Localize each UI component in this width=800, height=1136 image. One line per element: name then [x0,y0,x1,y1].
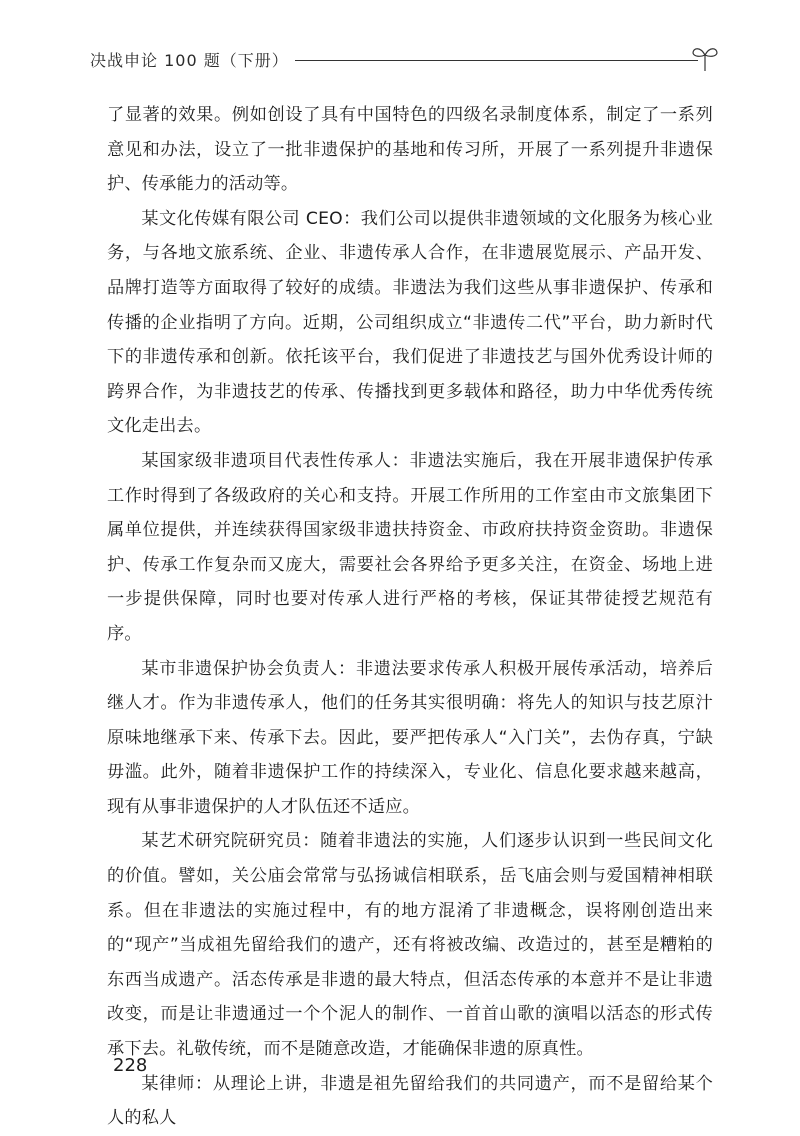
book-title: 决战申论 100 题（下册） [90,51,289,70]
paragraph-media-ceo: 某文化传媒有限公司 CEO：我们公司以提供非遗领域的文化服务为核心业务，与各地文旅系统、企业、非遗传承人合作，在非遗展览展示、产品开发、品牌打造等方面取得了较好的成绩。非遗法为我们这些从事非遗保护、传承和传播的企业指明了方向。近期，公司组织成立“非遗传二代”平台，助力新时代下的非遗传承和创新。依托该平台，我们促进了非遗技艺与国外优秀设计师的跨界合作，为非遗技艺的传承、传播找到更多载体和路径，助力中华优秀传统文化走出去。 [107,208,713,437]
header-rule [295,60,698,61]
paragraph-continued: 了显著的效果。例如创设了具有中国特色的四级名录制度体系，制定了一系列意见和办法，设立了一批非遗保护的基地和传习所，开展了一系列提升非遗保护、传承能力的活动等。 [107,105,713,195]
running-header [90,44,720,72]
body-text [107,98,713,1136]
sprout-icon [690,44,720,72]
page-number: 228 [113,1055,148,1076]
paragraph-inheritor: 某国家级非遗项目代表性传承人：非遗法实施后，我在开展非遗保护传承工作时得到了各级政府的关心和支持。开展工作所用的工作室由市文旅集团下属单位提供，并连续获得国家级非遗扶持资金、市政府扶持资金资助。非遗保护、传承工作复杂而又庞大，需要社会各界给予更多关注，在资金、场地上进一步提供保障，同时也要对传承人进行严格的考核，保证其带徒授艺规范有序。 [107,450,713,644]
paragraph-researcher: 某艺术研究院研究员：随着非遗法的实施，人们逐步认识到一些民间文化的价值。譬如，关公庙会常常与弘扬诚信相联系，岳飞庙会则与爱国精神相联系。但在非遗法的实施过程中，有的地方混淆了非遗概念，误将刚创造出来的“现产”当成祖先留给我们的遗产，还有将被改编、改造过的，甚至是糟粕的东西当成遗产。活态传承是非遗的最大特点，但活态传承的本意并不是让非遗改变，而是让非遗通过一个个泥人的制作、一首首山歌的演唱以活态的形式传承下去。礼敬传统，而不是随意改造，才能确保非遗的原真性。 [107,831,713,1060]
paragraph-lawyer: 某律师：从理论上讲，非遗是祖先留给我们的共同遗产，而不是留给某个人的私人 [107,1073,713,1129]
paragraph-association-head: 某市非遗保护协会负责人：非遗法要求传承人积极开展传承活动，培养后继人才。作为非遗传承人，他们的任务其实很明确：将先人的知识与技艺原汁原味地继承下来、传承下去。因此，要严把传承人“入门关”，去伪存真，宁缺毋滥。此外，随着非遗保护工作的持续深入，专业化、信息化要求越来越高，现有从事非遗保护的人才队伍还不适应。 [107,658,713,817]
